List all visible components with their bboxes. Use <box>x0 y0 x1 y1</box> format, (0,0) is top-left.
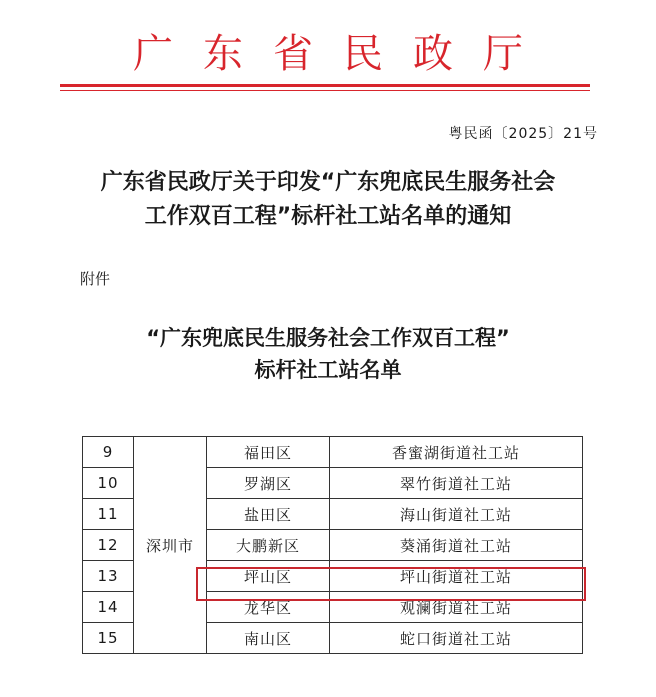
station-cell: 翠竹街道社工站 <box>330 468 583 499</box>
row-number: 10 <box>83 468 134 499</box>
station-cell: 观澜街道社工站 <box>330 592 583 623</box>
station-table <box>82 436 583 654</box>
district-cell: 罗湖区 <box>207 468 330 499</box>
district-cell: 龙华区 <box>207 592 330 623</box>
letterhead-rule-thin <box>60 90 590 91</box>
district-cell: 盐田区 <box>207 499 330 530</box>
district-cell: 大鹏新区 <box>207 530 330 561</box>
district-cell: 南山区 <box>207 623 330 654</box>
district-cell: 坪山区 <box>207 561 330 592</box>
row-number: 12 <box>83 530 134 561</box>
letterhead-rule-thick <box>60 84 590 87</box>
station-cell: 坪山街道社工站 <box>330 561 583 592</box>
city-cell: 深圳市 <box>134 437 207 654</box>
table-row <box>83 437 583 468</box>
station-cell: 香蜜湖街道社工站 <box>330 437 583 468</box>
row-number: 9 <box>83 437 134 468</box>
list-title-line-2: 标杆社工站名单 <box>254 358 402 382</box>
row-number: 15 <box>83 623 134 654</box>
station-cell: 海山街道社工站 <box>330 499 583 530</box>
station-cell: 蛇口街道社工站 <box>330 623 583 654</box>
document-number: 粤民函〔2025〕21号 <box>448 126 598 142</box>
district-cell: 福田区 <box>207 437 330 468</box>
row-number: 14 <box>83 592 134 623</box>
notice-title-line-1: 广东省民政厅关于印发“广东兜底民生服务社会 <box>100 170 556 195</box>
notice-title <box>0 166 656 234</box>
list-title <box>0 322 656 386</box>
letterhead-title: 广东省民政厅 <box>133 31 553 77</box>
row-number: 11 <box>83 499 134 530</box>
row-number: 13 <box>83 561 134 592</box>
list-title-line-1: “广东兜底民生服务社会工作双百工程” <box>146 326 510 350</box>
attachment-label: 附件 <box>80 270 111 288</box>
station-cell: 葵涌街道社工站 <box>330 530 583 561</box>
notice-title-line-2: 工作双百工程”标杆社工站名单的通知 <box>144 204 512 229</box>
